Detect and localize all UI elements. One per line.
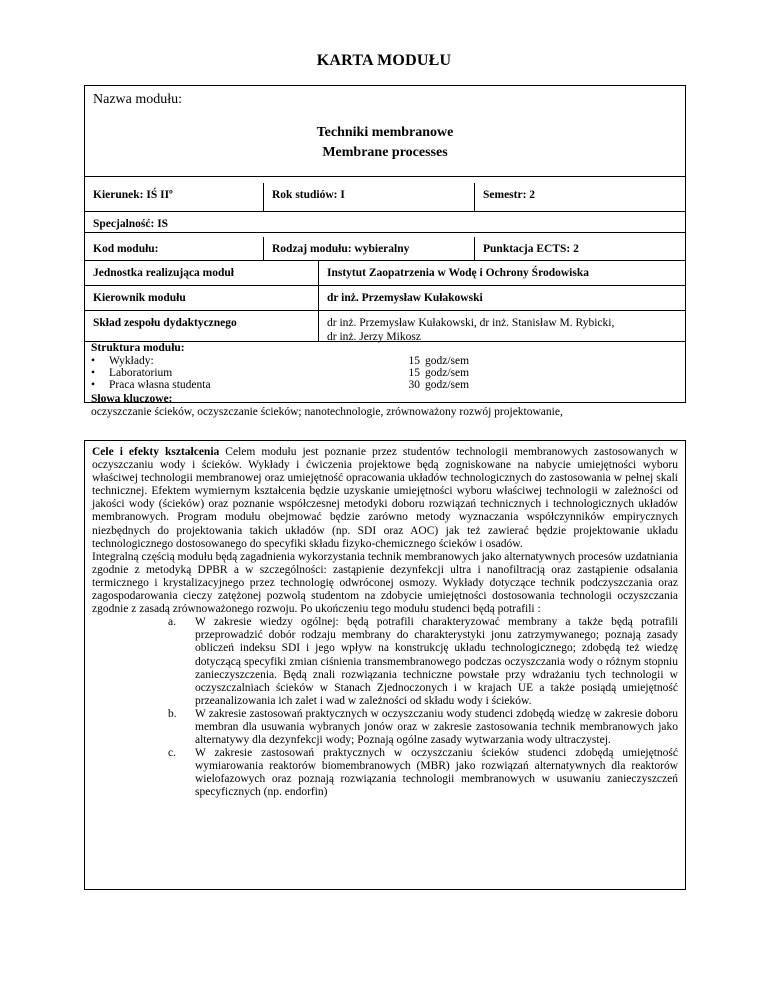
row-kierownik [85, 286, 685, 311]
row-specjalnosc [85, 212, 685, 233]
sklad-label: Skład zespołu dydaktycznego [93, 317, 237, 329]
bullet-icon: • [91, 355, 96, 367]
sklad-line-1: dr inż. Przemysław Kułakowski, dr inż. Stanisław M. Rybicki, [327, 317, 615, 329]
item-unit: godz/sem [425, 355, 470, 367]
item-letter: a. [168, 616, 176, 629]
module-name-polish: Techniki membranowe [316, 125, 454, 140]
sklad-value [318, 311, 687, 342]
rodzaj-cell: Rodzaj modułu: wybieralny [263, 237, 474, 260]
module-info-table [84, 177, 686, 342]
goals-item-c [168, 747, 678, 799]
item-hours: 30 [408, 379, 420, 391]
item-letter: c. [168, 747, 176, 760]
goals-heading: Cele i efekty kształcenia [92, 446, 220, 458]
row-kod [85, 233, 685, 261]
jednostka-value: Instytut Zaopatrzenia w Wodę i Ochrony Środowiska [318, 261, 687, 285]
item-letter: b. [168, 707, 177, 720]
goals-item-a [168, 616, 678, 708]
row-sklad [85, 311, 685, 342]
document-title: KARTA MODUŁU [316, 52, 452, 69]
structure-box [84, 341, 686, 418]
kierunek-cell: Kierunek: IŚ IIº [93, 189, 173, 201]
row-kierunek [85, 177, 685, 212]
item-hours: 15 [408, 355, 420, 367]
keywords-heading: Słowa kluczowe: [91, 393, 173, 405]
goals-intro-text: Celem modułu jest poznanie przez studentów technologii membranowych zastosowanych w oczyszczaniu wody i ścieków. Wykłady i ćwiczenia projektowe będą zogniskowane na nabycie umiejętności wyboru właściwej technologii membranowej oraz umiejętność opracowania układów technologicznych do zastosowania w pełnej skali technicznej. Efektem wymiernym kształcenia będzie uzyskanie umiejętności wyboru właściwej technologii w zależności od jakości wody (ścieków) oraz poznanie współczesnej metodyki doboru rozwiązań technicznych i technologicznych układów membranowych. Program modułu obejmować będzie zarówno metody wyznaczania współczynników empirycznych niezbędnych do projektowania takich układów (np. SDI oraz AOC) jak też zawierać będzie projektowanie układu technologicznego dostosowanego do specyfiki składu fizyko-chemicznego ścieków i osadów. [92, 446, 679, 550]
goals-paragraph-2: Integralną częścią modułu będą zagadnienia wykorzystania technik membranowych jako alternatywnych procesów uzdatniania zgodnie z metodyką DPBR a w szczególności: zastąpienie dezynfekcji ultra i nanofiltracją oraz zastąpienie odsalania termicznego i krystalizacyjnego przez technologię odwróconej osmozy. Wykłady dotyczące technik podczyszczania oraz zagospodarowania cieczy zatężonej pozwolą studentom na zdobycie umiejętności dostosowania technologii oczyszczania zgodnie z zasadą zrównoważonego rozwoju. Po ukończeniu tego modułu studenci będą potrafili : [92, 550, 678, 616]
module-name-label: Nazwa modułu: [93, 92, 183, 107]
item-label: Wykłady: [109, 355, 154, 367]
structure-heading: Struktura modułu: [91, 342, 185, 354]
item-text: W zakresie wiedzy ogólnej: będą potrafili charakteryzować membrany a także będą potrafili przeprowadzić dobór rodzaju membrany do charakterystyki jonu zatrzymywanego; poznają zasady obliczeń indeksu SDI i jego wpływ na konstrukcję układu technologicznego; zdobędą też wiedzę dotyczącą specyfiki zmian ciśnienia transmembranowego podczas oczyszczania wody o różnym stopniu zanieczyszczenia. Będą znali rozwiązania techniczne powstałe przy wdrażaniu tych technologii w oczyszczalniach ścieków w Stanach Zjednoczonych i w krajach UE a także posiądą umiejętność przeanalizowania ich zalet i wad w zależności od składu wody i ścieków. [195, 616, 678, 707]
goals-box [84, 440, 686, 890]
item-unit: godz/sem [425, 367, 470, 379]
specjalnosc-cell: Specjalność: IS [93, 218, 169, 230]
semestr-cell: Semestr: 2 [474, 183, 687, 211]
ects-cell: Punktacja ECTS: 2 [474, 237, 687, 260]
kod-cell: Kod modułu: [93, 243, 159, 255]
item-label: Laboratorium [109, 367, 173, 379]
goals-item-b [168, 707, 678, 747]
structure-item-self-study [91, 379, 491, 392]
bullet-icon: • [91, 367, 96, 379]
item-text: W zakresie zastosowań praktycznych w oczyszczaniu wody studenci zdobędą wiedzę w zakresie doboru membran dla usuwania wybranych jonów oraz w zakresie zastosowania technik membranowych jako alternatywy dla dezynfekcji wody; Poznają ogólne zasady wytwarzania wody ultraczystej. [195, 707, 678, 747]
item-unit: godz/sem [425, 379, 470, 391]
item-label: Praca własna studenta [109, 379, 211, 391]
goals-content [92, 446, 678, 800]
keywords-text: oczyszczanie ścieków, oczyszczanie ścieków; nanotechnologie, zrównoważony rozwój projektowanie, [91, 406, 563, 418]
bullet-icon: • [91, 379, 96, 391]
item-text: W zakresie zastosowań praktycznych w oczyszczaniu ścieków studenci zdobędą umiejętność wymiarowania reaktorów biomembranowych (MBR) jako rozwiązań alternatywnych dla reaktorów wielofazowych oraz poznają rozwiązania technologii membranowych w usuwaniu zanieczyszczeń specyficznych (np. endorfin) [195, 747, 678, 799]
module-name-english: Membrane processes [322, 145, 448, 160]
row-jednostka [85, 261, 685, 286]
kierownik-value: dr inż. Przemysław Kułakowski [318, 286, 687, 310]
item-hours: 15 [408, 367, 420, 379]
goals-intro-paragraph [92, 446, 678, 551]
module-name-box [84, 85, 686, 177]
jednostka-label: Jednostka realizująca moduł [93, 267, 234, 279]
rok-cell: Rok studiów: I [263, 183, 474, 211]
sklad-line-2: dr inż. Jerzy Mikosz [327, 331, 421, 343]
kierownik-label: Kierownik modułu [93, 292, 186, 304]
